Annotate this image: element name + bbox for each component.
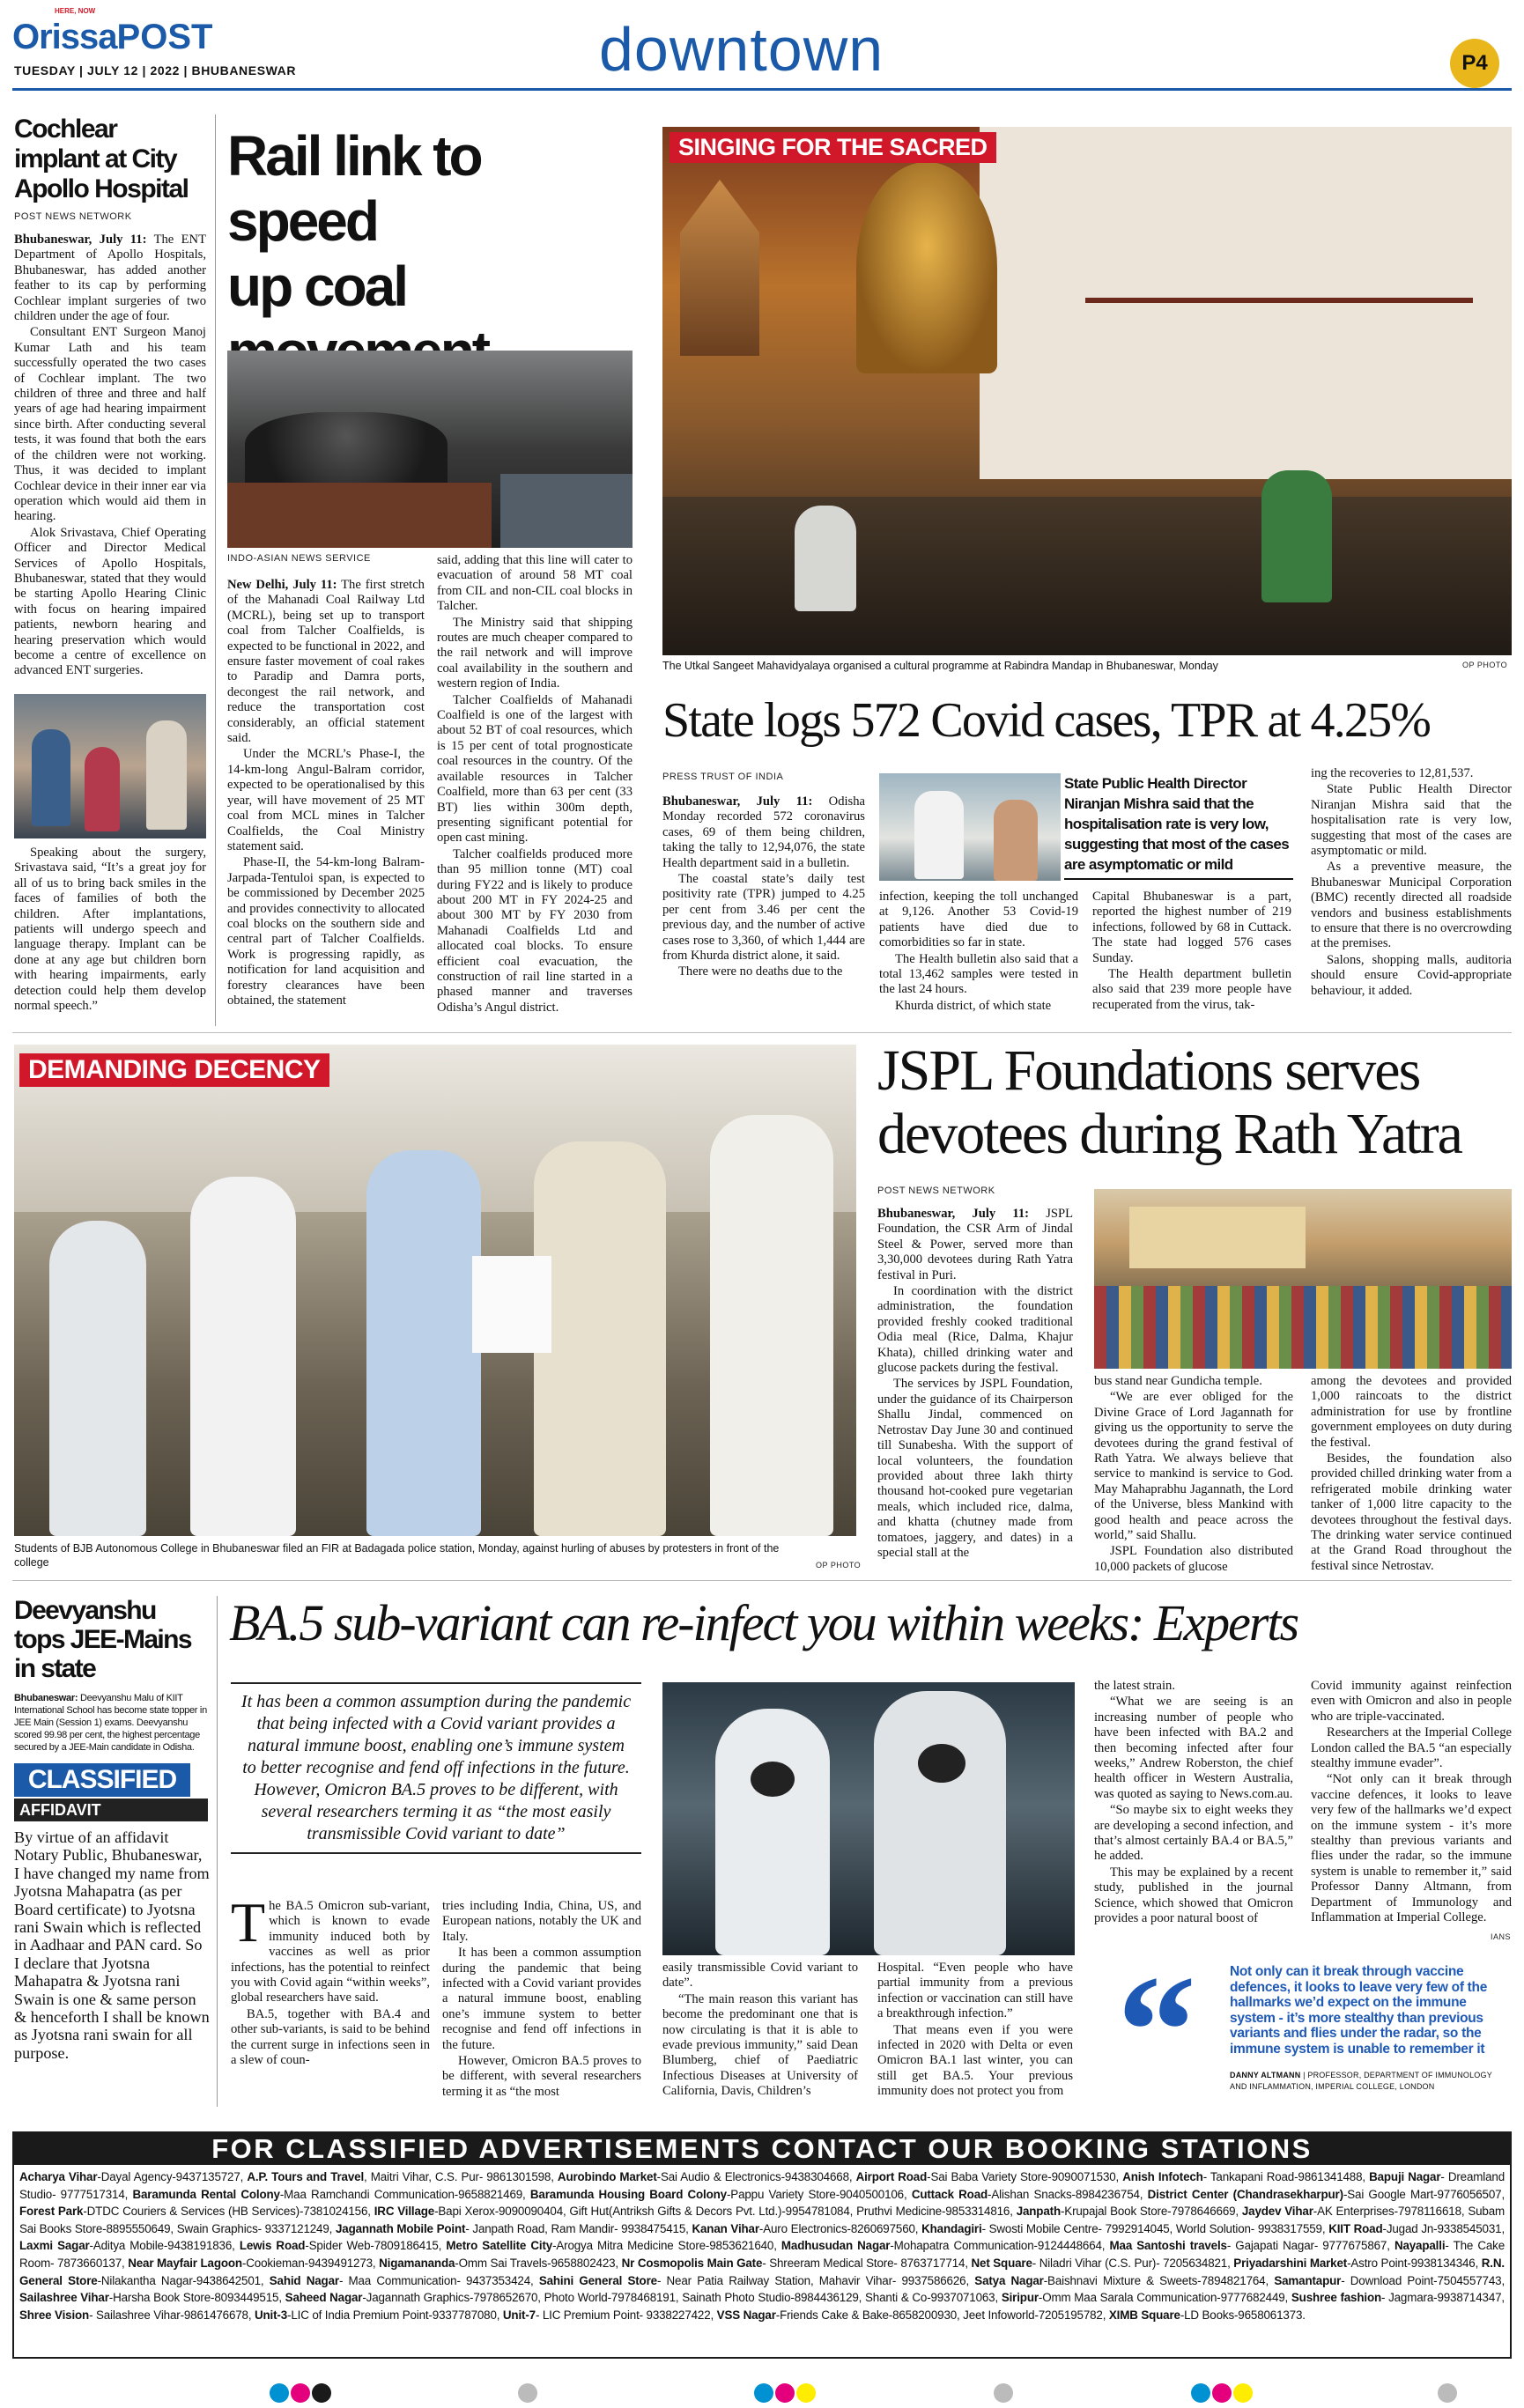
photo-wagon [500, 474, 633, 548]
covid-headline: State logs 572 Covid cases, TPR at 4.25% [662, 693, 1431, 748]
jee-text: Bhubaneswar: Deevyanshu Malu of KIIT International School has become state topper in JEE Main (Session 1) exams. Deevyanshu scored 99.98 per cent, the highest percentage secured by a JEE-Main candidate in Odisha. [14, 1693, 207, 1753]
cochlear-photo [14, 694, 206, 838]
booking-station-details: -AK Enterprises-7978116618, Subam Sai Books Store-8895550649, Swain Graphics- 9337121249, [19, 2205, 1505, 2235]
registration-dot [1191, 2383, 1210, 2403]
jspl-para: bus stand near Gundicha temple. [1094, 1374, 1262, 1388]
booking-station-name: Sushree fashion [1291, 2291, 1382, 2305]
booking-station-details: -Harsha Book Store-8093449515, [108, 2291, 285, 2305]
page-number-badge: P4 [1450, 39, 1499, 88]
covid-para: ing the recoveries to 12,81,537. [1311, 766, 1474, 780]
booking-station-name: Janpath [1016, 2205, 1061, 2219]
ba5-para: Covid immunity against reinfection even with Omicron and also in people who are triple-vaccinated. [1311, 1679, 1512, 1724]
rail-headline: Rail link to speed up coal [227, 124, 481, 318]
covid-para: There were no deaths due to the [678, 964, 843, 979]
booking-station-name: Maa Santoshi travels [1109, 2239, 1227, 2253]
booking-station-details: - Gajapati Nagar- 9777675867, [1226, 2239, 1395, 2253]
column-rule [217, 1596, 218, 2107]
booking-station-details: - The Cake Room- 7873660137, [19, 2239, 1505, 2270]
booking-station-details: - Download Point-7504557743, [1341, 2273, 1506, 2287]
jspl-para: The services by JSPL Foundation, under the guidance of its Chairperson Shallu Jindal, commenced on Netrostav Day June 30 and continued till Sunabesha. With the support of local volunteers, the foundation provided about three lakh thirty thousand hot-cooked pure vegetarian meals, which included rice, dalma, and khatta (chutney made from tomatoes, jaggery, and dates) in a special stall at the [877, 1377, 1073, 1560]
booking-station-details: -Friends Cake & Bake-8658200930, Jeet Infoworld-7205195782, [775, 2308, 1109, 2322]
jspl-para: among the devotees and provided 1,000 raincoats to the district administration for use by frontline government employees on duty during the festival. [1311, 1374, 1512, 1450]
ba5-quote-attribution: DANNY ALTMANN | PROFESSOR, DEPARTMENT OF IMMUNOLOGY AND INFLAMMATION, IMPERIAL COLLEGE, LONDON [1230, 2071, 1492, 2091]
ba5-para: “What we are seeing is an increasing number of people who have been infected with BA.2 and then becoming infected after four weeks,” Andrew Roberston, the chief health officer in Western Australia, was quoted as saying to News.com.au. [1094, 1695, 1293, 1801]
booking-station-details: , Maitri Vihar, C.S. Pur- 9861301598, [364, 2170, 558, 2183]
booking-station-name: Nigamananda [379, 2256, 455, 2270]
booking-station-name: Acharya Vihar [19, 2170, 98, 2183]
booking-station-details: -Sai Audio & Electronics-9438304668, [656, 2170, 856, 2183]
booking-station-name: Anish Infotech [1122, 2170, 1203, 2183]
ba5-col-6 [1311, 1679, 1512, 1927]
jee-headline: Deevyanshu tops JEE-Mains in state [14, 1596, 191, 1683]
ba5-para: Researchers at the Imperial College London called the BA.5 “an especially stealthy immune evader”. [1311, 1725, 1512, 1771]
booking-station-name: Bapuji Nagar [1369, 2170, 1441, 2183]
booking-station-details: -Cookieman-9439491273, [241, 2256, 380, 2270]
booking-station-details: -LD Books-9658061373. [1180, 2308, 1306, 2322]
covid-para: The coastal state’s daily test positivity rate (TPR) jumped to 4.25 per cent from 3.46 per cent the previous day, and the number of active cases rose to 3,360, of which 1,444 are from Khurda district alone, it said. [662, 872, 865, 964]
jspl-para: Besides, the foundation also provided chilled drinking water from a refrigerated mobile drinking water tanker of 1,000 litre capacity to the devotees throughout the festival days. The drinking water service continued at the Grand Road throughout the festival since Netrostav. [1311, 1451, 1512, 1573]
booking-station-details: -Auro Electronics-8260697560, [758, 2221, 922, 2235]
registration-dot [1438, 2383, 1457, 2403]
print-registration-marks [0, 2378, 1524, 2408]
demanding-caption: Students of BJB Autonomous College in Bhubaneswar filed an FIR at Badagada police station, Monday, against hurling of abuses by protesters in front of the college [14, 1542, 780, 1569]
photo-document [472, 1256, 551, 1353]
booking-station-details: - LIC Premium Point- 9338227422, [535, 2308, 717, 2322]
booking-station-name: Nayapalli [1394, 2239, 1446, 2253]
booking-station-details: - Jagmara-9938714347, [1381, 2291, 1505, 2305]
cochlear-headline: Cochlear implant at City Apollo Hospital [14, 114, 189, 203]
rail-col-2 [437, 553, 633, 1016]
covid-photo [879, 773, 1061, 881]
rail-para: said, adding that this line will cater to evacuation of around 58 MT coal from CIL and non-CIL coal blocks in Talcher. [437, 553, 633, 614]
booking-station-details: -Dayal Agency-9437135727, [97, 2170, 248, 2183]
singing-credit: OP PHOTO [1462, 661, 1508, 669]
photo-figure [85, 747, 120, 831]
photo-mask [918, 1744, 965, 1783]
registration-dot [994, 2383, 1013, 2403]
booking-station-name: Baramunda Rental Colony [132, 2187, 280, 2201]
jspl-col-2 [1094, 1374, 1293, 1576]
booking-station-name: Sahini General Store [538, 2273, 657, 2287]
booking-station-name: KIIT Road [1328, 2221, 1383, 2235]
photo-student [366, 1150, 481, 1536]
logo-orissa: Orissa [12, 18, 117, 56]
ba5-para: the latest strain. [1094, 1679, 1175, 1693]
demanding-photo [14, 1045, 856, 1536]
booking-station-name: Unit-7 [502, 2308, 536, 2322]
photo-wagon [227, 483, 492, 548]
ba5-standfirst: It has been a common assumption during the pandemic that being infected with a Covid variant provides a natural immune boost, enabling one’s immune system to better recognise and fend off infections in the future. However, Omicron BA.5 proves to be different, with several researchers terming it as “the most easily transmissible Covid variant to date” [231, 1682, 641, 1854]
booking-station-details: -Mohapatra Communication-9124448664, [890, 2239, 1110, 2253]
ba5-para: tries including India, China, US, and European nations, notably the UK and Italy. [442, 1899, 641, 1944]
photo-hazmat-worker [715, 1709, 830, 1955]
ba5-col-4 [877, 1961, 1073, 2101]
photo-coal-pile [245, 412, 448, 491]
booking-station-details: -Jagannath Graphics-7978652670, Photo World-7978468191, Sainath Photo Studio-8984436129, Shanti & Co-9937071063, [362, 2291, 1002, 2305]
jspl-para: In coordination with the district administration, the foundation provided freshly cooked traditional Odia meal (Rice, Dalma, Khajur Khata), chilled drinking water and glucose packets during the festival. [877, 1284, 1073, 1376]
singing-label: SINGING FOR THE SACRED [670, 132, 996, 163]
demanding-label: DEMANDING DECENCY [19, 1053, 329, 1087]
booking-station-name: Sailashree Vihar [19, 2291, 109, 2305]
booking-station-name: Aurobindo Market [557, 2170, 657, 2183]
covid-para: The Health department bulletin also said that 239 more people have recuperated from the virus, tak- [1092, 967, 1291, 1012]
booking-station-details: - Near Patia Railway Station, Mahavir Vihar- 9937586626, [656, 2273, 975, 2287]
registration-dot [518, 2383, 537, 2403]
singing-photo [662, 127, 1512, 655]
section-rule [12, 1580, 1512, 1581]
ba5-para: Hospital. “Even people who have partial immunity from a previous infection or vaccination can still have a breakthrough infection.” [877, 1961, 1073, 2021]
cochlear-body-cont [14, 846, 206, 1015]
cochlear-credit: POST NEWS NETWORK [14, 211, 132, 222]
ba5-col-1 [231, 1891, 430, 2069]
booking-station-details: -Omm Maa Sarala Communication-9777682449, [1038, 2291, 1291, 2305]
booking-station-name: Priyadarshini Market [1233, 2256, 1348, 2270]
booking-station-details: - Sailashree Vihar-9861476678, [89, 2308, 255, 2322]
photo-stall [1129, 1207, 1306, 1268]
booking-station-details: -Nilakantha Nagar-9438642501, [97, 2273, 270, 2287]
rail-para: Phase-II, the 54-km-long Balram-Jarpada-Tentuloi span, is expected to be commissioned by December 2025 and provides connectivity to allocated coal blocks on the southern side and central part of Talcher Coalfields. Work is progressing rapidly, as notification for land acquisition and forestry clearances have been obtained, the statement [227, 855, 425, 1008]
photo-banner [980, 127, 1512, 479]
classified-sub: AFFIDAVIT [14, 1799, 208, 1821]
ba5-para: “So maybe six to eight weeks they are developing a second infection, and that’s almost certainly BA.4 or BA.5,” he added. [1094, 1803, 1293, 1864]
booking-station-details: -Arogya Mitra Medicine Store-9853621640, [552, 2239, 781, 2253]
booking-station-name: Airport Road [855, 2170, 928, 2183]
booking-station-details: -Sai Google Mart-9776056507, [1343, 2187, 1506, 2201]
covid-para: Capital Bhubaneswar is a part, reported the highest number of 219 infections, followed by 68 in Cuttack. The state had logged 576 cases Sunday. [1092, 890, 1291, 965]
booking-station-details: - Tankapani Road-9861341488, [1202, 2170, 1370, 2183]
ba5-col-5 [1094, 1679, 1293, 1928]
booking-list [14, 2165, 1510, 2327]
registration-dot [775, 2383, 795, 2403]
registration-dot [312, 2383, 331, 2403]
covid-pull-quote: State Public Health Director Niranjan Mishra said that the hospitalisation rate is very low, suggesting that most of the cases are asymptomatic or mild [1064, 773, 1293, 880]
registration-dot [796, 2383, 816, 2403]
booking-station-name: Satya Nagar [974, 2273, 1044, 2287]
photo-student [49, 1221, 146, 1536]
jspl-para: Bhubaneswar, July 11: JSPL Foundation, the CSR Arm of Jindal Steel & Power, served more than 3,30,000 devotees during Rath Yatra festival in Puri. [877, 1207, 1074, 1282]
booking-station-name: R.N. General Store [19, 2256, 1505, 2287]
photo-mask [751, 1762, 795, 1797]
booking-station-details: - Swosti Mobile Centre- 7992914045, World Solution- 9938317559, [981, 2221, 1329, 2235]
logo [12, 7, 213, 62]
booking-station-name: Baramunda Housing Board Colony [529, 2187, 727, 2201]
booking-station-details: -Baishnavi Mixture & Sweets-7894821764, [1043, 2273, 1275, 2287]
photo-figure [146, 720, 187, 830]
photo-figure [32, 729, 70, 826]
singing-caption: The Utkal Sangeet Mahavidyalaya organised a cultural programme at Rabindra Mandap in Bhubaneswar, Monday [662, 660, 1218, 672]
registration-dot [1233, 2383, 1253, 2403]
booking-station-name: Metro Satellite City [446, 2239, 553, 2253]
photo-ppe-worker [914, 791, 964, 879]
photo-musician [1261, 470, 1332, 602]
photo-temple [680, 180, 759, 356]
booking-station-name: Samantapur [1274, 2273, 1342, 2287]
covid-para: The Health bulletin also said that a total 13,462 samples were tested in the last 24 hours. [879, 951, 1078, 997]
dateline: TUESDAY | JULY 12 | 2022 | BHUBANESWAR [14, 63, 297, 78]
booking-station-name: Kanan Vihar [692, 2221, 759, 2235]
section-title: downtown [599, 15, 884, 84]
booking-box [12, 2131, 1512, 2359]
booking-station-name: Nr Cosmopolis Main Gate [621, 2256, 763, 2270]
cochlear-para-4: Speaking about the surgery, Srivastava said, “It’s a great joy for all of us to bring back smiles in the faces of families of both the children. After implantations, patients will undergo speech and language therapy. Implant can be done at any age but children born with hearing impairments, early detection could help them develop normal speech.” [14, 846, 206, 1014]
cochlear-para-3: Alok Srivastava, Chief Operating Officer and Director Medical Services of Apollo Hospitals, Bhubaneswar, stated that they would be starting Apollo Hearing Clinic with focus on hearing impaired patients, newborn hearing and hearing preservation which would become a centre of excellence on advanced ENT surgeries. [14, 525, 206, 678]
booking-station-name: Cuttack Road [911, 2187, 988, 2201]
cochlear-dateline: Bhubaneswar, July 11: [14, 233, 147, 247]
booking-station-name: Saheed Nagar [285, 2291, 363, 2305]
booking-station-name: Net Square [971, 2256, 1032, 2270]
booking-station-details: - Shreeram Medical Store- 8763717714, [762, 2256, 972, 2270]
booking-station-name: District Center (Chandrasekharpur) [1147, 2187, 1343, 2201]
ba5-para: It has been a common assumption during the pandemic that being infected with a Covid variant provides a natural immune boost, enabling one’s immune system to better recognise and fend off infections in the future. [442, 1946, 641, 2052]
covid-col-2 [879, 890, 1078, 1015]
booking-station-name: Jaydev Vihar [1241, 2205, 1313, 2219]
booking-station-name: Lewis Road [239, 2239, 306, 2253]
photo-musician [795, 506, 856, 611]
photo-hazmat-worker [874, 1691, 1006, 1955]
booking-station-details: -Spider Web-7809186415, [305, 2239, 447, 2253]
booking-station-name: Madhusudan Nagar [780, 2239, 891, 2253]
booking-station-name: Forest Park [19, 2205, 84, 2219]
logo-post: POST [116, 18, 213, 56]
covid-credit: PRESS TRUST OF INDIA [662, 772, 784, 782]
rail-credit: INDO-ASIAN NEWS SERVICE [227, 553, 371, 564]
cochlear-story [14, 114, 206, 680]
booking-station-name: IRC Village [374, 2205, 435, 2219]
covid-para: Salons, shopping malls, auditoria should ensure Covid-appropriate behaviour, it added. [1311, 952, 1512, 998]
booking-station-details: -DTDC Couriers & Services (HB Services)-7381024156, [83, 2205, 374, 2219]
booking-station-details: - Niladri Vihar (C.S. Pur)- 7205634821, [1032, 2256, 1234, 2270]
covid-para: As a preventive measure, the Bhubaneswar Municipal Corporation (BMC) recently directed all roadside vendors and business establishments to ensure that there is no overcrowding at the premises. [1311, 860, 1512, 951]
booking-station-details: - Janpath Road, Ram Mandir- 9938475415, [465, 2221, 692, 2235]
ba5-para: However, Omicron BA.5 proves to be different, with several researchers terming it as “the most [442, 2054, 641, 2099]
booking-station-details: -Maa Ramchandi Communication-9658821469, [279, 2187, 530, 2201]
ba5-para: easily transmissible Covid variant to date”. [662, 1961, 858, 1991]
cochlear-body [14, 233, 206, 679]
covid-para: Khurda district, of which state [895, 998, 1052, 1013]
registration-dot [754, 2383, 773, 2403]
booking-station-details: - Maa Communication- 9437353424, [338, 2273, 539, 2287]
booking-station-details: -Bapi Xerox-9090090404, Gift Hut(Antriksh Gifts & Decors Pvt. Ltd.)-9954781084, Pruthvi Medicine-9853314816, [434, 2205, 1017, 2219]
booking-station-details: -Aditya Mobile-9438191836, [89, 2239, 240, 2253]
ba5-para: “The main reason this variant has become the predominant one that is now circulating is that it is able to evade previous immunity,” said Dean Blumberg, chief of Paediatric Infectious Diseases at University of California, Davis, Children’s [662, 1991, 858, 2099]
photo-banner-text [1085, 250, 1473, 303]
booking-station-details: -Astro Point-9938134346, [1347, 2256, 1482, 2270]
photo-crowd [1094, 1286, 1512, 1369]
rail-col-1 [227, 578, 425, 1009]
booking-title: FOR CLASSIFIED ADVERTISEMENTS CONTACT OUR BOOKING STATIONS [14, 2133, 1510, 2165]
ba5-quote-text: Not only can it break through vaccine defences, it looks to leave very few of the hallmarks we’d expect on the immune system - it’s more stealthy than previous variants and flies under the radar, so the immune system is unable to remember it [1230, 1964, 1488, 2057]
booking-station-name: Unit-3 [255, 2308, 288, 2322]
rail-para: Talcher Coalfields of Mahanadi Coalfield is one of the largest with about 52 BT of coal resources, which is 15 per cent of total prognosticate coal resources in the country. Of the available resources in Talcher Coalfield, more than 63 per cent (33 BT) lies within 300m depth, presenting significant potential for open cast mining. [437, 692, 633, 846]
booking-station-name: Sahid Nagar [269, 2273, 339, 2287]
ba5-para: The BA.5 Omicron sub-variant, which is known to evade immunity induced both by vaccines as well as prior infections, has the potential to reinfect you with Covid again “within weeks”, global researchers have said. [231, 1891, 430, 2005]
covid-col-4 [1311, 766, 1512, 1000]
booking-station-details: -Jugad Jn-9338545031, [1382, 2221, 1506, 2235]
jspl-col-1 [877, 1207, 1073, 1562]
covid-para: State Public Health Director Niranjan Mishra said that the hospitalisation rate is very low, suggesting that most of the cases are asymptomatic or mild. [1311, 782, 1512, 859]
booking-station-name: Jagannath Mobile Point [335, 2221, 466, 2235]
covid-para: infection, keeping the toll unchanged at 9,126. Another 53 Covid-19 patients have died due to comorbidities so far in state. [879, 890, 1078, 950]
booking-station-details: - Dreamland Studio- 9777517314, [19, 2170, 1505, 2201]
booking-station-details: -Alishan Snacks-8984236754, [988, 2187, 1148, 2201]
covid-para: Bhubaneswar, July 11: Odisha Monday recorded 572 coronavirus cases, 69 of them being children, taking the tally to 12,94,076, the state Health department said in a bulletin. [662, 794, 866, 870]
photo-official [710, 1115, 833, 1536]
ba5-para: That means even if you were infected in 2020 with Delta or even Omicron BA.1 last winter, you can still get BA.5. Your previous immunity does not protect you from [877, 2022, 1073, 2099]
cochlear-para-1: Bhubaneswar, July 11: The ENT Department of Apollo Hospitals, Bhubaneswar, has added another feather to its cap by performing Cochlear implant surgeries of two children under the age of four. [14, 233, 206, 324]
ba5-para: BA.5, together with BA.4 and other sub-variants, is said to be behind the current surge in infections seen in a slew of coun- [231, 2006, 430, 2068]
logo-tagline: HERE, NOW [55, 7, 96, 15]
ba5-dropcap: T [231, 1891, 266, 1954]
section-rule [12, 1032, 1512, 1033]
jspl-col-3 [1311, 1374, 1512, 1575]
jspl-credit: POST NEWS NETWORK [877, 1186, 995, 1196]
ba5-headline: BA.5 sub-variant can re-infect you within weeks: Experts [229, 1594, 1298, 1651]
quote-mark-icon: “ [1117, 1943, 1196, 2118]
booking-station-name: Khandagiri [921, 2221, 982, 2235]
booking-station-details: -Pappu Variety Store-9040500106, [726, 2187, 912, 2201]
masthead-rule [12, 88, 1512, 91]
booking-station-name: Laxmi Sagar [19, 2239, 90, 2253]
registration-dot [291, 2383, 310, 2403]
booking-station-name: Shree Vision [19, 2308, 90, 2322]
booking-station-name: Near Mayfair Lagoon [128, 2256, 242, 2270]
rail-para: Under the MCRL’s Phase-I, the 14-km-long Angul-Balram corridor, expected to be operationalised by this year, will have movement of 25 MT coal from MCL mines in Talcher Coalfields, the Coal Ministry statement said. [227, 747, 425, 853]
photo-police-officer [534, 1141, 666, 1536]
booking-station-name: Siripur [1001, 2291, 1039, 2305]
jspl-para: “We are ever obliged for the Divine Grace of Lord Jagannath for giving us the opportunity to serve the devotees during the grand festival of Rath Yatra. We always believe that service to mankind is service to God. May Mahaprabhu Jagannath, the Lord of the Universe, bless Mankind with good health and peace across the world,” said Shallu. [1094, 1390, 1293, 1543]
rail-para: New Delhi, July 11: The first stretch of the Mahanadi Coal Railway Ltd (MCRL), being set up to transport coal from Talcher Coalfields, is expected to be functional in 2022, and ensure faster movement of coal rakes to Paradip and Damra ports, decongest the rail network, and reduce the transportation cost considerably, an official statement said. [227, 578, 425, 746]
column-rule [215, 114, 216, 1026]
photo-stage [662, 497, 1512, 655]
booking-station-details: -Omm Sai Travels-9658802423, [455, 2256, 622, 2270]
covid-col-3 [1092, 890, 1291, 1014]
ba5-quote-box [1113, 1943, 1512, 2118]
booking-station-details: -LIC of India Premium Point-9337787080, [287, 2308, 503, 2322]
booking-station-name: XIMB Square [1108, 2308, 1180, 2322]
jee-story [14, 1596, 208, 1754]
photo-person [994, 800, 1038, 881]
demanding-credit: OP PHOTO [816, 1561, 862, 1570]
jspl-photo [1094, 1189, 1512, 1369]
ba5-para: This may be explained by a recent study, published in the journal Science, which showed that Omicron provides a poor natural boost of [1094, 1865, 1293, 1926]
rail-para: The Ministry said that shipping routes are much cheaper compared to the rail network and will improve coal availability in the southern and western region of India. [437, 615, 633, 691]
jspl-headline: JSPL Foundations serves devotees during Rath Yatra [877, 1038, 1461, 1166]
registration-dot [1212, 2383, 1232, 2403]
covid-col-1 [662, 794, 865, 981]
classified-text: By virtue of an affidavit Notary Public, Bhubaneswar, I have changed my name from Jyotsna Mahapatra (as per Board certificate) to Jyotsna rani Swain which is reflected in Aadhaar and PAN card. So I declare that Jyotsna Mahapatra & Jyotsna rani Swain is one & same person & henceforth I shall be known as Jyotsna rani swain for all purpose. [14, 1828, 210, 2062]
booking-station-details: -Sai Baba Variety Store-9090071530, [927, 2170, 1123, 2183]
rail-photo [227, 351, 633, 548]
cochlear-para-2: Consultant ENT Surgeon Manoj Kumar Lath and his team successfully operated the two cases of Cochlear implant. The two children of three and three and half years of age had hearing impairment since birth. After conducting several tests, it was found that both the ears of the children were not working. Thus, it was decided to implant Cochlear device in their inner ear via operation which would aid them in hearing. [14, 325, 206, 524]
jspl-para: JSPL Foundation also distributed 10,000 packets of glucose [1094, 1544, 1293, 1574]
photo-deity [856, 162, 997, 373]
photo-student [190, 1177, 296, 1536]
rail-para: Talcher coalfields produced more than 95 million tonne (MT) coal during FY22 and is likely to produce about 200 MT in FY 2024-25 and about 300 MT by FY 2030 from Mahanadi Coalfields Ltd and allocated coal blocks. To ensure efficient coal evacuation, the construction of rail line started in a phased manner and traverses Odisha’s Angul district. [437, 846, 633, 1015]
ba5-photo [662, 1682, 1075, 1955]
ba5-para: “Not only can it break through vaccine defences, it looks to leave very few of the hallmarks we’d expect on the immune system - it’s more stealthy than previous variants and flies under the radar, so the immune system is unable to remember it,” said Professor Danny Altmann, from Department of Immunology and Inflammation at Imperial College. [1311, 1772, 1512, 1925]
booking-station-name: VSS Nagar [716, 2308, 776, 2322]
ba5-col-2 [442, 1899, 641, 2101]
ba5-credit: IANS [1491, 1932, 1512, 1941]
ba5-col-3 [662, 1961, 858, 2101]
registration-dot [270, 2383, 289, 2403]
booking-station-details: -Krupajal Book Store-7978646669, [1060, 2205, 1242, 2219]
classified-title: CLASSIFIED [14, 1763, 190, 1797]
booking-station-name: A.P. Tours and Travel [247, 2170, 365, 2183]
masthead [0, 0, 1524, 90]
